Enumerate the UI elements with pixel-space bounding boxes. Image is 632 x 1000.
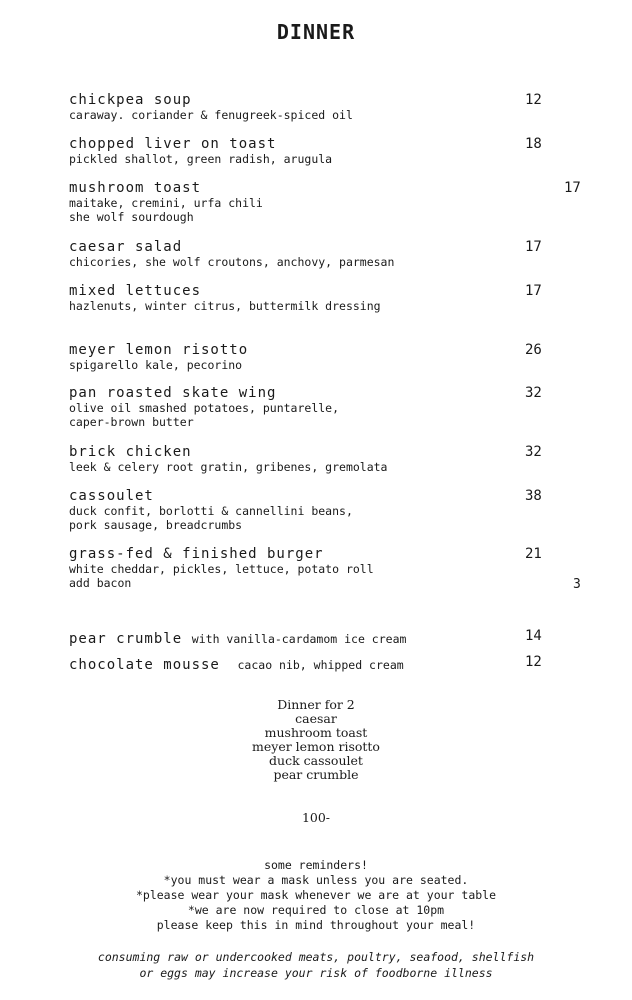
menu-item-caesar-salad xyxy=(69,239,549,269)
item-description: olive oil smashed potatoes, puntarelle, xyxy=(69,401,340,415)
item-description: spigarello kale, pecorino xyxy=(69,358,243,372)
item-name: cassoulet xyxy=(69,488,154,504)
dessert-price: 14 xyxy=(525,628,542,644)
item-name: caesar salad xyxy=(69,239,183,255)
item-price: 17 xyxy=(525,283,542,299)
item-description: pork sausage, breadcrumbs xyxy=(69,518,243,532)
item-price: 18 xyxy=(525,136,542,152)
menu-item-chopped-liver xyxy=(69,136,549,166)
reminder-heading: some reminders! xyxy=(264,858,368,872)
menu-item-burger xyxy=(69,546,549,590)
item-description: caper-brown butter xyxy=(69,415,194,429)
dessert-chocolate-mousse xyxy=(69,654,549,673)
item-price: 38 xyxy=(525,488,542,504)
reminder-line: *please wear your mask whenever we are at your table xyxy=(135,888,497,902)
dinner-for-two-heading: Dinner for 2 xyxy=(277,697,355,712)
menu-item-meyer-lemon-risotto xyxy=(69,342,549,372)
item-description: leek & celery root gratin, gribenes, gremolata xyxy=(69,460,388,474)
menu-item-chickpea-soup xyxy=(69,92,549,122)
reminder-line: *we are now required to close at 10pm xyxy=(187,903,445,917)
dinner-for-two-item: caesar xyxy=(295,711,337,726)
dessert-note: with vanilla-cardamom ice cream xyxy=(191,632,407,646)
warning-line: consuming raw or undercooked meats, poultry, seafood, shellfish xyxy=(97,950,535,964)
dessert-note: cacao nib, whipped cream xyxy=(237,658,404,672)
item-description: hazlenuts, winter citrus, buttermilk dressing xyxy=(69,299,381,313)
dinner-for-two xyxy=(0,698,632,782)
item-description: duck confit, borlotti & cannellini beans, xyxy=(69,504,353,518)
dinner-for-two-item: duck cassoulet xyxy=(269,753,363,768)
item-name: mixed lettuces xyxy=(69,283,202,299)
item-price: 17 xyxy=(564,180,581,196)
item-description: pickled shallot, green radish, arugula xyxy=(69,152,333,166)
dessert-pear-crumble xyxy=(69,628,549,647)
item-name: chopped liver on toast xyxy=(69,136,277,152)
reminder-line: please keep this in mind throughout your meal! xyxy=(156,918,476,932)
item-addon: add bacon xyxy=(69,576,132,590)
dinner-for-two-item: meyer lemon risotto xyxy=(252,739,380,754)
menu-item-mushroom-toast xyxy=(69,180,549,224)
item-name: mushroom toast xyxy=(69,180,202,196)
item-name: chickpea soup xyxy=(69,92,192,108)
item-price: 32 xyxy=(525,385,542,401)
item-price: 26 xyxy=(525,342,542,358)
item-name: pan roasted skate wing xyxy=(69,385,277,401)
menu-item-brick-chicken xyxy=(69,444,549,474)
dinner-for-two-price: 100- xyxy=(301,810,331,825)
item-description: she wolf sourdough xyxy=(69,210,194,224)
item-name: meyer lemon risotto xyxy=(69,342,249,358)
dessert-price: 12 xyxy=(525,654,542,670)
item-description: caraway. coriander & fenugreek-spiced oil xyxy=(69,108,353,122)
item-description: chicories, she wolf croutons, anchovy, parmesan xyxy=(69,255,395,269)
addon-price: 3 xyxy=(573,577,581,592)
reminders xyxy=(0,858,632,933)
item-description: maitake, cremini, urfa chili xyxy=(69,196,263,210)
item-name: grass-fed & finished burger xyxy=(69,546,324,562)
dessert-name: chocolate mousse xyxy=(69,657,220,673)
dinner-for-two-item: pear crumble xyxy=(273,767,359,782)
item-price: 21 xyxy=(525,546,542,562)
item-price: 17 xyxy=(525,239,542,255)
menu-item-cassoulet xyxy=(69,488,549,532)
item-description: white cheddar, pickles, lettuce, potato roll xyxy=(69,562,374,576)
menu-item-skate-wing xyxy=(69,385,549,429)
item-price: 12 xyxy=(525,92,542,108)
warning-line: or eggs may increase your risk of foodborne illness xyxy=(139,965,493,980)
food-safety-warning xyxy=(0,950,632,981)
menu-item-mixed-lettuces xyxy=(69,283,549,313)
item-name: brick chicken xyxy=(69,444,192,460)
dessert-name: pear crumble xyxy=(69,631,183,647)
reminder-line: *you must wear a mask unless you are seated. xyxy=(163,873,469,887)
dinner-for-two-item: mushroom toast xyxy=(264,725,368,740)
menu-title: DINNER xyxy=(276,20,356,44)
item-price: 32 xyxy=(525,444,542,460)
